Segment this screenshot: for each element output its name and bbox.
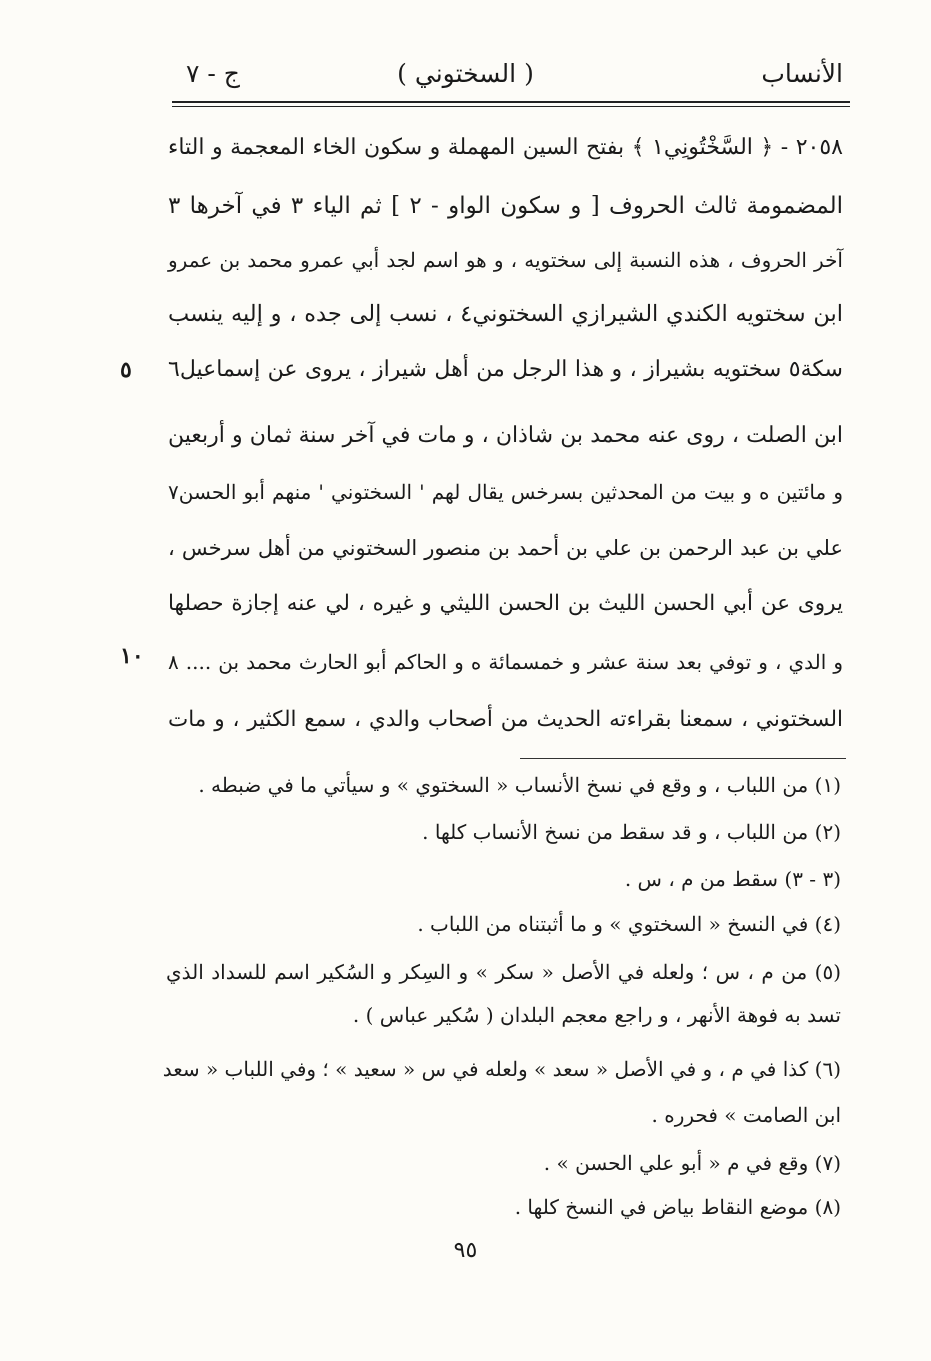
body-line-6: ابن الصلت ، روى عنه محمد بن شاذان ، و مات في آخر سنة ثمان و أربعين	[168, 423, 843, 448]
running-head-book-title: الأنساب	[761, 59, 843, 88]
footnote-6-continued: ابن الصامت » فحرره .	[651, 1103, 841, 1127]
footnote-5: (٥) من م ، س ؛ ولعله في الأصل « سكر » و السِكر و السُكير اسم للسداد الذي	[166, 960, 841, 984]
footnote-7: (٧) وقع في م « أبو علي الحسن » .	[543, 1151, 841, 1175]
body-line-11: السختوني ، سمعنا بقراءته الحديث من أصحاب والدي ، سمع الكثير ، و مات	[168, 707, 843, 732]
footnote-6: (٦) كذا في م ، و في الأصل « سعد » ولعله في س « سعيد » ؛ وفي اللباب « سعد	[162, 1057, 841, 1081]
body-line-9: يروى عن أبي الحسن الليث بن الحسن الليثي و غيره ، لي عنه إجازة حصلها	[168, 591, 843, 616]
line-number-marker-10: ١٠	[120, 643, 144, 669]
body-line-1: ٢٠٥٨ - ﴿ السَّخْتُونِي١ ﴾ بفتح السين المهملة و سكون الخاء المعجمة و التاء	[168, 135, 843, 160]
footnote-2: (٢) من اللباب ، و قد سقط من نسخ الأنساب كلها .	[422, 820, 841, 844]
footnote-rule	[520, 758, 846, 759]
body-line-2: المضمومة ثالث الحروف [ و سكون الواو - ٢ ] ثم الياء ٣ في آخرها ٣	[168, 193, 843, 219]
footnote-8: (٨) موضع النقاط بياض في النسخ كلها .	[514, 1195, 841, 1219]
page-number: ٩٥	[453, 1238, 478, 1263]
header-rule-thick	[172, 101, 850, 103]
body-line-4: ابن سختويه الكندي الشيرازي السختوني٤ ، نسب إلى جده ، و إليه ينسب	[168, 301, 844, 327]
footnote-1: (١) من اللباب ، و وقع في نسخ الأنساب « السختوي » و سيأتي ما في ضبطه .	[198, 773, 841, 797]
body-line-3: آخر الحروف ، هذه النسبة إلى سختويه ، و هو اسم لجد أبي عمرو محمد بن عمرو	[168, 248, 843, 272]
body-line-5: سكة٥ سختويه بشيراز ، و هذا الرجل من أهل شيراز ، يروى عن إسماعيل٦	[168, 357, 843, 382]
footnote-4: (٤) في النسخ « السختوي » و ما أثبتناه من اللباب .	[417, 912, 841, 936]
line-number-marker-5: ٥	[120, 357, 132, 383]
header-rule-thin	[172, 106, 850, 107]
footnote-3: (٣ - ٣) سقط من م ، س .	[624, 867, 841, 891]
running-head-entry: ( السختوني )	[397, 59, 534, 88]
body-line-10: و الدي ، و توفي بعد سنة عشر و خمسمائة ه و الحاكم أبو الحارث محمد بن .... ٨	[168, 650, 843, 674]
running-head-volume: ج - ٧	[186, 59, 240, 88]
body-line-7: و مائتين ه و بيت من المحدثين بسرخس يقال لهم ' السختوني ' منهم أبو الحسن٧	[168, 480, 844, 504]
body-line-8: علي بن عبد الرحمن بن علي بن أحمد بن منصور السختوني من أهل سرخس ،	[168, 536, 843, 560]
footnote-5-continued: تسد به فوهة الأنهر ، و راجع معجم البلدان ( سُكير عباس ) .	[352, 1003, 841, 1027]
